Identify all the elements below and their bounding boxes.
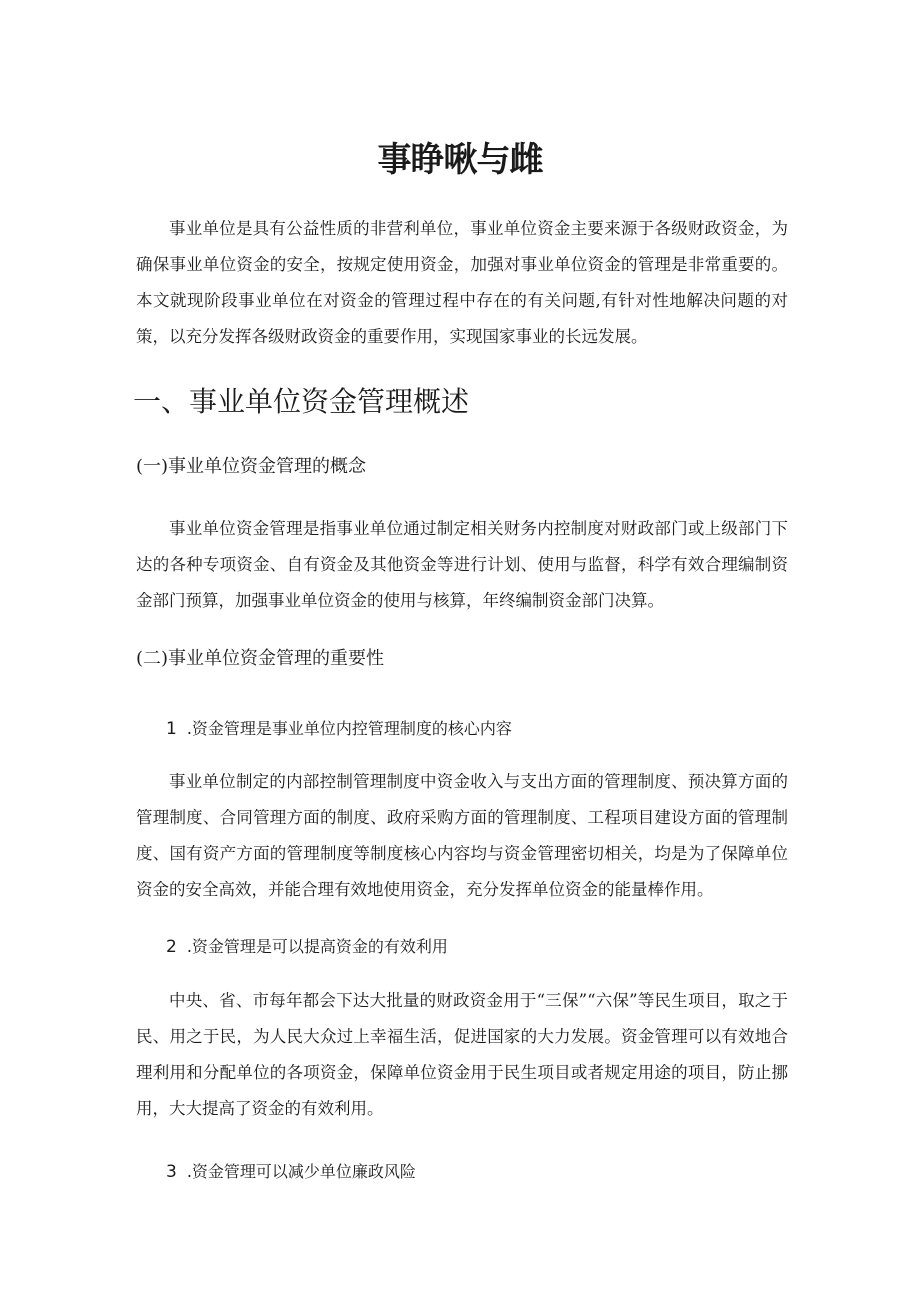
intro-paragraph: 事业单位是具有公益性质的非营利单位，事业单位资金主要来源于各级财政资金，为确保事业单位资金的安全，按规定使用资金，加强对事业单位资金的管理是非常重要的。本文就现阶段事业单位在对资金的管理过程中存在的有关问题,有针对性地解决问题的对策，以充分发挥各级财政资金的重要作用，实现国家事业的长远发展。 [136,219,788,346]
item-paragraph-2: 中央、省、市每年都会下达大批量的财政资金用于“三保”“六保”等民生项目，取之于民、用之于民，为人民大众过上幸福生活，促进国家的大力发展。资金管理可以有效地合理利用和分配单位的各项资金，保障单位资金用于民生项目或者规定用途的项目，防止挪用，大大提高了资金的有效利用。 [136,991,788,1118]
item-heading-3 [166,1157,416,1187]
item-number: 3 [166,1162,177,1182]
section-heading-1: 一、事业单位资金管理概述 [133,385,470,418]
item-paragraph-1: 事业单位制定的内部控制管理制度中资金收入与支出方面的管理制度、预决算方面的管理制度、合同管理方面的制度、政府采购方面的管理制度、工程项目建设方面的管理制度、国有资产方面的管理制度等制度核心内容均与资金管理密切相关，均是为了保障单位资金的安全高效，并能合理有效地使用资金，充分发挥单位资金的能量棒作用。 [136,772,788,899]
item-heading-text: .资金管理是事业单位内控管理制度的核心内容 [186,719,512,738]
item-heading-1 [166,714,512,744]
subsection-heading-importance: (二)事业单位资金管理的重要性 [136,648,385,669]
item-heading-2 [166,932,448,962]
item-number: 1 [166,719,177,739]
document-title: 事睁啾与雌 [377,140,543,180]
item-number: 2 [166,937,177,957]
item-heading-text: .资金管理是可以提高资金的有效利用 [186,937,448,956]
item-heading-text: .资金管理可以减少单位廉政风险 [186,1162,416,1181]
subsection-heading-concept: (一)事业单位资金管理的概念 [136,456,367,477]
concept-paragraph: 事业单位资金管理是指事业单位通过制定相关财务内控制度对财政部门或上级部门下达的各种专项资金、自有资金及其他资金等进行计划、使用与监督，科学有效合理编制资金部门预算，加强事业单位资金的使用与核算，年终编制资金部门决算。 [136,519,788,610]
